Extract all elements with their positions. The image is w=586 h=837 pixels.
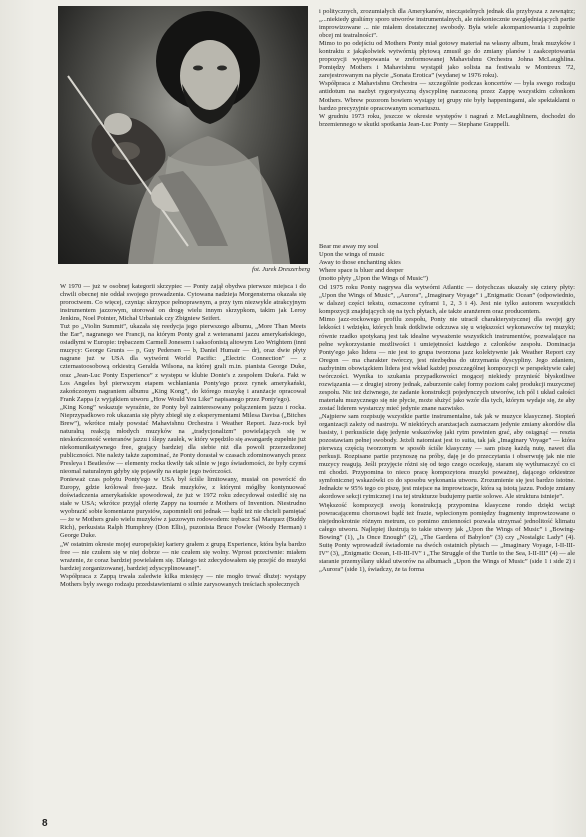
poem-line: Away to those enchanting skies xyxy=(319,259,401,267)
paragraph: Ponieważ czas pobytu Ponty'ego w USA był ściśle limitowany, musiał on powrócić do Europy, gdzie królował free-jazz. Brak muzyków, z którymi mógłby kontynuować doświadczenia amerykańskie spowodował, że już w 1972 roku zdecydował osiedlić się na stałe w USA; wkrótce przyjął ofertę Zappy na tournée z Mothers of Invention. Niestrudno wyobrazić sobie komentarze purystów, zapomnieli oni jednak — bądź też nie chcieli pamiętać — że w Mothers grało wielu muzyków z jazzowym rodowodem: trębacz Sal Marquez (Buddy Rich), perkusista Ralph Humphrey (Don Ellis), puzonista Bruce Fowler (Woody Herman) i George Duke. xyxy=(60,476,306,540)
paragraph: W 1970 — już w osobnej kategorii skrzypiec — Ponty zajął obydwa pierwsze miejsca i do chwili obecnej nie oddał swojego prowadzenia. Cytowana nadzieja Morgensterna okazała się proroctwem. Co więcej, czyniąc skrzypce pełnoprawnym, a przy tym niezwykle atrakcyjnym instrumentem jazzowym, utorował on drogę wielu innym skrzypkom, takim jak Leroy Jenkins, Noel Pointer, Michał Urbaniak czy Zbigniew Seifert. xyxy=(60,283,306,323)
paragraph: Współpraca z Zappą trwała zaledwie kilka miesięcy — nie mogło trwać dłużej: wystąpy Mothers były swego rodzaju przedstawieniami o silnie zarysowanych treściach społecznych xyxy=(60,572,306,588)
musician-photo xyxy=(58,6,308,264)
paragraph: „Najpierw sam rozpisuję wszystkie partie instrumentalne, tak jak w muzyce klasycznej. Stopień organizacji zależy od nastroju. W niektórych aranżacjach zaznaczam jedynie zmiany akordów dla basisty, i perkusiście daję jedynie wskazówkę jaki rytm powinien grać, aby osiągnąć — reszta pozostawiam pełnej swobody. Jeżeli natomiast jest to suita, tak jak „Imaginary Voyage” — która pierwszą częścią tworzonym w sposób ściśle klasyczny — sam piszę każdą nutę, nawet dla perkusji. Rozpisane partie przynoszę na próby, daję je do przeczytania i obserwuję jak nie nie muzycy reagują. Jeśli przyjęcie różni się od tego czego oczekuję, staram się wytłumaczyć co ci mi chodzi. Przypomina to nieco pracę kompozytora muzyki poważnej, dającego orkiestrze symfonicznej wskazówki co do sposobu wykonania utworu. Zrozumienie się jest bardzo istotne. Jednakże w 95% tego co piszę, jest miejsce na improwizacje, która są istotą jazzu. Podoje zmiany akordowe sekcji rytmicznej i na tej strukturze budujemy partie solowe. Ale struktura istnieje”. xyxy=(319,412,575,501)
photo-caption: fot. Jurek Dreszerberg xyxy=(252,266,310,273)
poem-line: Where space is bluer and deeper xyxy=(319,267,404,275)
poem-line: Upon the wings of music xyxy=(319,251,385,259)
poem-quote xyxy=(319,243,575,283)
violinist-photo-icon xyxy=(58,6,308,264)
paragraph: Tuż po „Violin Summit”, ukazała się reedycja jego pierwszego albumu, „More Than Meets the Ear”, nagranego we Francji, na którym Ponty grał z weteranami jazzu amerykańskiego, osiadłymi w Europie: trębaczem Carmell Jonesem i saksofonistą altowym Leo Wrightem (inni muzycy: George Grunts — p, Guy Pedersen — b, Daniel Humair — dr), oraz dwie płyty nagrane już w USA dla wytwórni World Pacific: „Electric Connection” — z czternastoosobową orkiestrą Geralda Wilsona, na której grali m.in. pianista George Duke, oraz „Jean-Luc Ponty Experience” z występu w klubie Donte's z zespołem Duke'a. Fakt w Los Angeles był pierwszym etapem wchłaniania Ponty'ego przez rynek amerykański, zakończonym nagraniem albumu „King Kong”, do którego muzykę i aranżacje opracował Frank Zappa (z wyjątkiem utworu „How Would You Like” napisanego przez Ponty'ego). xyxy=(60,323,306,403)
article-column-right-top xyxy=(319,8,575,129)
paragraph: „W ostatnim okresie mojej europejskiej kariery grałem z grupą Experience, która była bardzo free — nie czułem się w niej dobrze — nie czułem się wolny. Wprost przeciwnie: miałem wrażenie, że coraz bardziej powielałem się. Dlatego też zdecydowałem się przejść do muzyki bardziej zorganizowanej, bardziej zdyscyplinowanej”. xyxy=(60,540,306,572)
paragraph: Mimo to po odejściu od Mothers Ponty miał gotowy materiał na własny album, brak muzyków i kontraktu z jakąkolwiek wytwórnią płytową zmusił go do zmiany planów i zaakceptowania propozycji występowania w zreformowanej Mahavishnu Orchestra Johna McLaughlina. Pomiędzy Mothers i Mahavishnu wystąpił jako solista na festiwalu w Montreux '72, zarejestrowanym na płycie „Sonata Erotica” (wydanej w 1976 roku). xyxy=(319,40,575,80)
paragraph: Od 1975 roku Ponty nagrywa dla wytwórni Atlantic — dotychczas ukazały się cztery płyty: „Upon the Wings of Music”, „Aurora”, „Imaginary Voyage” i „Enigmatic Ocean” (odpowiednio, w dalszej części tekstu, oznaczone cyframi 1, 2, 3 i 4). Jest nie tylko autorem wszystkich kompozycji znajdujących się na tych płytach, ale także aranżerem oraz producentem. xyxy=(319,284,575,316)
paragraph: i politycznych, zrozumiałych dla Amerykanów, niecząstelnych jednak dla przybysza z zewnątrz; „...niekiedy graliśmy sporo utworów instrumentalnych, ale niekoniecznie uwzględniających partie improwizowane ... nie miałem dostatecznej swobody. Była wiele akompaniowania i zupełnie obcej mi teatralności”. xyxy=(319,8,575,40)
paragraph: „King Kong” wskazuje wyraźnie, że Ponty był zainteresowany połączeniem jazzu i rocka. Nieprzypadkowo rok ukazania się płyty zbiegł się z eksperymentami Milesa Davisa („Bitches Brew”), wkrótce miały powstać Mahavishnu Orchestra i Weather Report. Jazz-rock był naturalną reakcją młodych muzyków na „tradycjonalizm” powielających się w nieskończoność weteranów jazzu i ślepy zaułek, w który wpędziło się awangardę zupełnie już niekomunikatywnego free, grający bardziej dla siebie niż dla powoli przerzedzonej publiczności. Nie należy także zapominać, że Ponty dorastał w czasach zdominowanych przez Presleya i Beatlesów — elementy rocka tkwiły tak silnie w jego świadomości, że były czymś nieomal naturalnym gdyby się pojawiły na etapie jego twórczości. xyxy=(60,403,306,476)
paragraph: Mimo jazz-rockowego profilu zespołu, Ponty nie utracił charakterystycznej dla swojej gry lekkości i wdzięku, których brak dotkliwie odczuwa się u większości wykonawców tej muzyki; równie rzadko spotykaną jest tak idealne wyważenie wszystkich instrumentów, pozwalające na pełne wykorzystanie możliwości i umiejętności każdego z członków zespołu. Dominacja Ponty'ego jako lidera — nie jest to grupa tworzona jazz kolektywnie jak Weather Report czy Oregon — ma charakter twórczy, jest niezbędna do utrzymania dyscypliny. Jego zdaniem, nazbytnim obowiązkiem lidera jest wkład każdej poszczególnej kompozycji w perspektywie całej twórczości. Wynika to szukania przypadkowości mogącej niekiedy przynieść błyskotliwe rozwiązania — z drugiej strony jednak, zaburzenie całej formy poziom całej produkcji muzycznej zespołu. Nic też dziwnego, że zadanie konstrukcji pojedynczych utworów, ich pól i układ całości materiału muzycznego się nie płycie, może służyć jako wzór dla tych, którym wydaje się, że aby zostać liderem wystarczy mieć jedynie znane nazwisko. xyxy=(319,316,575,412)
paragraph: W grudniu 1973 roku, jeszcze w okresie występów i nagrań z McLaughlinem, dochodzi do brzemiennego w skutki spotkania Jean-Luc Ponty — Stephane Grappelli. xyxy=(319,112,575,128)
paragraph: Współpraca z Mahavishnu Orchestra — szczególnie podczas koncertów — była swego rodzaju antidotum na nazbyt rygorystyczną dyscyplinę narzuconą przez Zappę wszystkim członkom Mothers. Wbrew pozorom bowiem wystąpy tej grupy nie były happeningami, ale spektaklami o bardzo precyzyjnie opracowanym scenariuszu. xyxy=(319,80,575,112)
article-column-left xyxy=(60,283,306,589)
poem-line: Bear me away my soul xyxy=(319,243,379,250)
page-number: 8 xyxy=(42,818,48,829)
poem-line: (motto płyty „Upon the Wings of Music”) xyxy=(319,275,429,283)
paragraph: Większość kompozycji swoją konstrukcją przypomina klasyczne rondo dzięki wciąż powracającemu chorusowi bądź też frazie, wplecionym pomiędzy fragmenty improwizowane o niejednokrotnie różnym metrum, co pomimo zmienności pozwala utrzymać jednolitość klimatu całego utworu. Najlepiej ilustrują to takie utwory jak „Upon the Wings of Music” i „Bowing-Bowing” (1), „Is Once Enough” (2), „The Gardens of Babylon” (3) czy „Nostalgic Lady” (4). Suitę Ponty wprowadził świadomie na dwóch ostatnich płytach — „Imaginary Voyage, I-II-III-IV” (3), „Enigmatic Ocean, I-II-III-IV” i „The Struggle of the Turtle to the Sea, I-II-III” (4) — ale staranie przemyślany układ utworów na albumach „Upon the Wings of Music” (side 1 i side 2) i „Aurora” (side 1), świadczy, że ta forma xyxy=(319,501,575,573)
article-column-right-bottom xyxy=(319,243,575,574)
